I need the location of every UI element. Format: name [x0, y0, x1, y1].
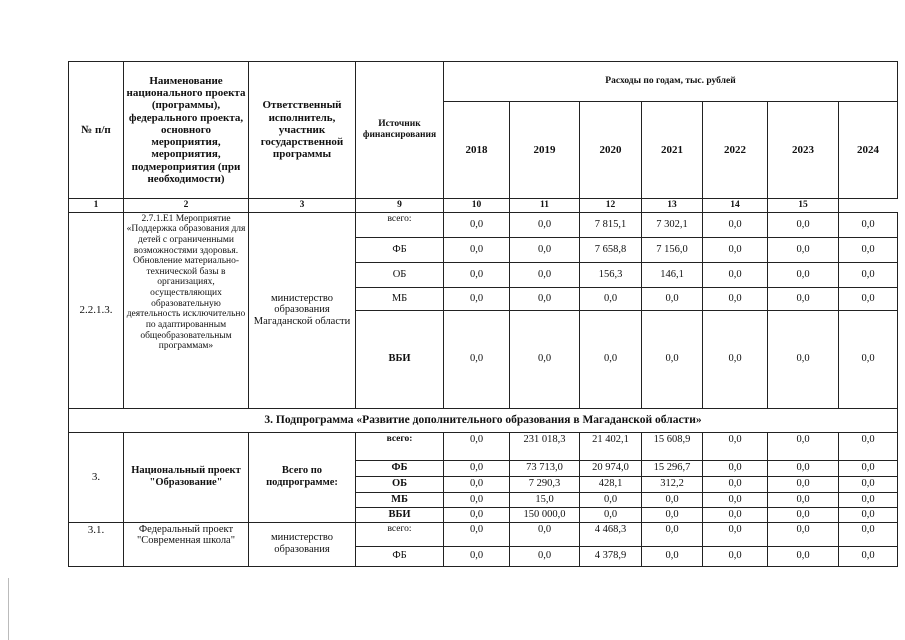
- value-cell: 7 658,8: [580, 237, 642, 262]
- value-cell: 0,0: [839, 476, 898, 492]
- value-cell: 0,0: [703, 432, 768, 460]
- table-row: [69, 212, 898, 237]
- value-cell: 0,0: [768, 522, 839, 546]
- header-num: № п/п: [69, 62, 124, 199]
- value-cell: 0,0: [703, 460, 768, 476]
- value-cell: 0,0: [444, 432, 510, 460]
- value-cell: 0,0: [703, 546, 768, 566]
- value-cell: 0,0: [839, 546, 898, 566]
- value-cell: 73 713,0: [510, 460, 580, 476]
- value-cell: 0,0: [703, 522, 768, 546]
- section-title: 3. Подпрограмма «Развитие дополнительного образования в Магаданской области»: [69, 408, 898, 432]
- header-expenses: Расходы по годам, тыс. рублей: [444, 62, 898, 102]
- value-cell: 0,0: [703, 507, 768, 522]
- value-cell: 0,0: [839, 522, 898, 546]
- value-cell: 0,0: [839, 507, 898, 522]
- value-cell: 0,0: [839, 212, 898, 237]
- funding-source: ОБ: [356, 262, 444, 287]
- funding-source: всего:: [356, 432, 444, 460]
- value-cell: 0,0: [510, 522, 580, 546]
- value-cell: 0,0: [642, 507, 703, 522]
- value-cell: 0,0: [839, 432, 898, 460]
- value-cell: 0,0: [768, 287, 839, 310]
- value-cell: 0,0: [510, 287, 580, 310]
- col-number: 15: [768, 199, 839, 213]
- value-cell: 0,0: [444, 262, 510, 287]
- col-number: 9: [356, 199, 444, 213]
- value-cell: 428,1: [580, 476, 642, 492]
- col-number: 11: [510, 199, 580, 213]
- scan-edge-mark: [0, 578, 9, 640]
- header-name: Наименование национального проекта (программы), федерального проекта, основного мероприятия, мероприятия, подмероприятия (при необходимости): [124, 62, 249, 199]
- header-source: Источник финансирования: [356, 62, 444, 199]
- value-cell: 0,0: [839, 262, 898, 287]
- col-number: 13: [642, 199, 703, 213]
- table-row: [69, 432, 898, 460]
- value-cell: 150 000,0: [510, 507, 580, 522]
- value-cell: 0,0: [768, 262, 839, 287]
- value-cell: 0,0: [444, 460, 510, 476]
- value-cell: 0,0: [510, 237, 580, 262]
- funding-source: ВБИ: [356, 507, 444, 522]
- measure-name: Федеральный проект "Современная школа": [124, 522, 249, 566]
- value-cell: 156,3: [580, 262, 642, 287]
- value-cell: 0,0: [839, 492, 898, 507]
- value-cell: 0,0: [703, 310, 768, 408]
- value-cell: 0,0: [444, 237, 510, 262]
- value-cell: 0,0: [444, 310, 510, 408]
- year-2024: 2024: [839, 102, 898, 199]
- funding-source: ФБ: [356, 546, 444, 566]
- value-cell: 7 302,1: [642, 212, 703, 237]
- value-cell: 0,0: [510, 212, 580, 237]
- year-2022: 2022: [703, 102, 768, 199]
- value-cell: 20 974,0: [580, 460, 642, 476]
- row-num: 3.: [69, 432, 124, 522]
- measure-name: 2.7.1.Е1 Мероприятие «Поддержка образования для детей с ограниченными возможностями здоровья. Обновление материально-технической базы в организациях, осуществляющих образовательную деятельность исключительно по адаптированным общеобразовательным программам»: [124, 212, 249, 408]
- value-cell: 15,0: [510, 492, 580, 507]
- value-cell: 0,0: [444, 287, 510, 310]
- value-cell: 21 402,1: [580, 432, 642, 460]
- value-cell: 0,0: [768, 546, 839, 566]
- col-number: 12: [580, 199, 642, 213]
- row-num: 3.1.: [69, 522, 124, 566]
- year-2021: 2021: [642, 102, 703, 199]
- value-cell: 0,0: [703, 212, 768, 237]
- funding-source: ВБИ: [356, 310, 444, 408]
- value-cell: 0,0: [642, 546, 703, 566]
- value-cell: 0,0: [703, 237, 768, 262]
- value-cell: 231 018,3: [510, 432, 580, 460]
- value-cell: 0,0: [839, 310, 898, 408]
- value-cell: 0,0: [444, 476, 510, 492]
- header-responsible: Ответственный исполнитель, участник государственной программы: [249, 62, 356, 199]
- value-cell: 0,0: [768, 492, 839, 507]
- value-cell: 0,0: [768, 460, 839, 476]
- value-cell: 0,0: [642, 310, 703, 408]
- funding-source: ФБ: [356, 460, 444, 476]
- value-cell: 4 468,3: [580, 522, 642, 546]
- funding-source: всего:: [356, 212, 444, 237]
- col-number: 10: [444, 199, 510, 213]
- value-cell: 0,0: [703, 476, 768, 492]
- table-row: [69, 522, 898, 546]
- value-cell: 0,0: [444, 507, 510, 522]
- value-cell: 0,0: [768, 432, 839, 460]
- expenses-table: [68, 61, 898, 567]
- value-cell: 15 608,9: [642, 432, 703, 460]
- value-cell: 0,0: [642, 287, 703, 310]
- responsible-executor: Всего по подпрограмме:: [249, 432, 356, 522]
- value-cell: 0,0: [642, 522, 703, 546]
- value-cell: 0,0: [768, 212, 839, 237]
- value-cell: 0,0: [444, 522, 510, 546]
- value-cell: 0,0: [839, 237, 898, 262]
- value-cell: 0,0: [703, 492, 768, 507]
- value-cell: 0,0: [510, 262, 580, 287]
- value-cell: 7 156,0: [642, 237, 703, 262]
- value-cell: 0,0: [510, 546, 580, 566]
- value-cell: 312,2: [642, 476, 703, 492]
- value-cell: 0,0: [768, 476, 839, 492]
- row-num: 2.2.1.3.: [69, 212, 124, 408]
- value-cell: 15 296,7: [642, 460, 703, 476]
- value-cell: 0,0: [768, 237, 839, 262]
- year-2023: 2023: [768, 102, 839, 199]
- funding-source: МБ: [356, 492, 444, 507]
- value-cell: 0,0: [444, 492, 510, 507]
- funding-source: ФБ: [356, 237, 444, 262]
- value-cell: 0,0: [444, 546, 510, 566]
- value-cell: 0,0: [839, 287, 898, 310]
- value-cell: 146,1: [642, 262, 703, 287]
- funding-source: МБ: [356, 287, 444, 310]
- value-cell: 0,0: [444, 212, 510, 237]
- col-number: 3: [249, 199, 356, 213]
- column-numbers-row: [69, 199, 898, 213]
- value-cell: 0,0: [768, 310, 839, 408]
- responsible-executor: министерство образования: [249, 522, 356, 566]
- value-cell: 7 815,1: [580, 212, 642, 237]
- funding-source: всего:: [356, 522, 444, 546]
- year-2018: 2018: [444, 102, 510, 199]
- col-number: 1: [69, 199, 124, 213]
- value-cell: 0,0: [580, 287, 642, 310]
- funding-source: ОБ: [356, 476, 444, 492]
- value-cell: 0,0: [703, 287, 768, 310]
- value-cell: 0,0: [580, 507, 642, 522]
- col-number: 14: [703, 199, 768, 213]
- value-cell: 7 290,3: [510, 476, 580, 492]
- responsible-executor: министерство образования Магаданской области: [249, 212, 356, 408]
- measure-name: Национальный проект "Образование": [124, 432, 249, 522]
- value-cell: 0,0: [703, 262, 768, 287]
- col-number: 2: [124, 199, 249, 213]
- value-cell: 0,0: [642, 492, 703, 507]
- year-2020: 2020: [580, 102, 642, 199]
- value-cell: 0,0: [580, 492, 642, 507]
- year-2019: 2019: [510, 102, 580, 199]
- value-cell: 0,0: [580, 310, 642, 408]
- value-cell: 0,0: [510, 310, 580, 408]
- value-cell: 0,0: [768, 507, 839, 522]
- value-cell: 4 378,9: [580, 546, 642, 566]
- value-cell: 0,0: [839, 460, 898, 476]
